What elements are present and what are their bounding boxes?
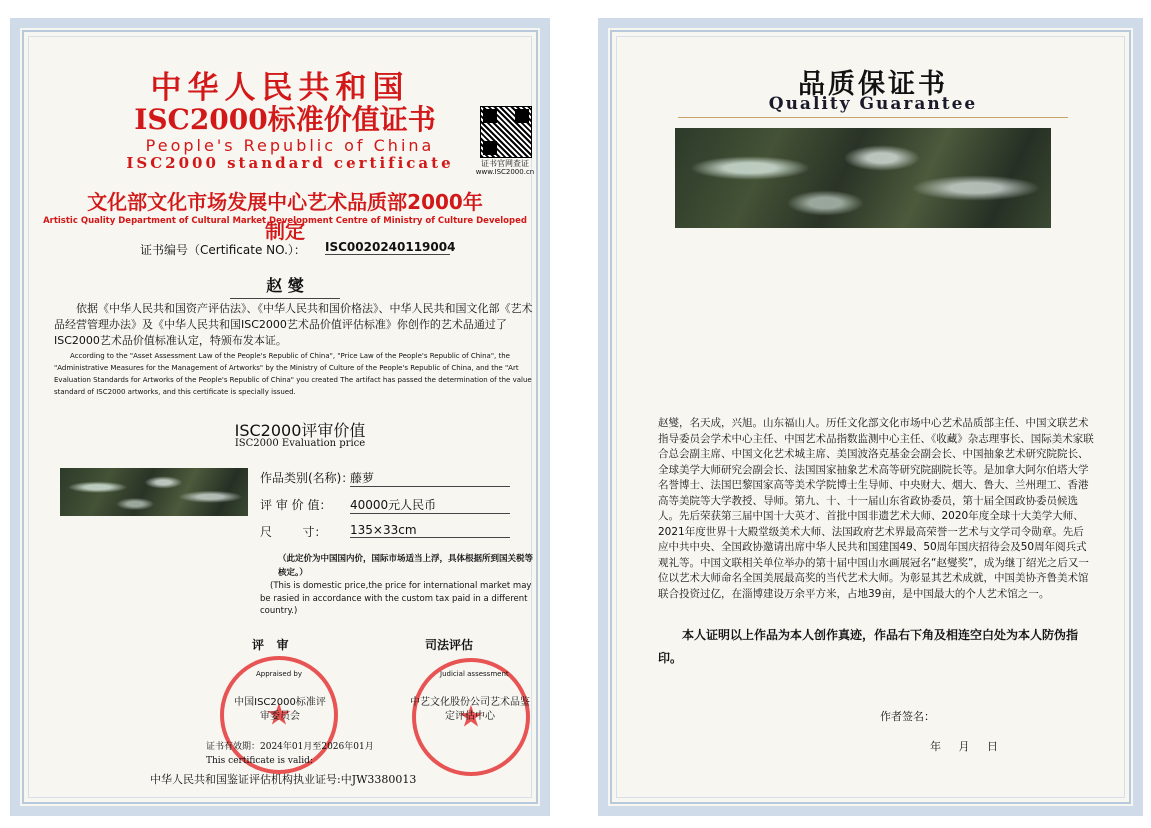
work-name: 藤萝 xyxy=(350,469,510,487)
quality-guarantee xyxy=(598,18,1143,816)
department-cn: 文化部文化市场发展中心艺术品质部2000年制定 xyxy=(87,190,483,243)
qr-caption-1: 证书官网查证 xyxy=(481,159,529,168)
note-en: (This is domestic price,the price for international market may be rasied in accordance with the custom tax paid in a different country.) xyxy=(260,581,532,616)
validity-en: This certificate is valid: xyxy=(206,756,313,766)
judicial-org: 中艺文化股份公司艺术品鉴定评估中心 xyxy=(410,697,530,722)
size-value: 135×33cm xyxy=(350,523,510,538)
license-number: 中华人民共和国鉴证评估机构执业证号:中JW3380013 xyxy=(150,773,417,786)
guarantee-title-en: Quality Guarantee xyxy=(768,94,978,114)
title-cn: 中华人民共和国 xyxy=(150,70,410,106)
department-en: Artistic Quality Department of Cultural Market Development Centre of Ministry of Culture Developed xyxy=(43,216,527,226)
review-org: 中国ISC2000标准评审委员会 xyxy=(234,697,326,722)
title-divider xyxy=(678,117,1068,118)
title-en-2: ISC2000 standard certificate xyxy=(126,154,454,172)
review-label: 评 审 xyxy=(252,638,289,652)
note-cn: （此定价为中国国内价，国际市场适当上浮，具体根据所到国关税等核定。） xyxy=(278,554,534,578)
appraised-by: Appraised by xyxy=(256,670,302,678)
artist-biography: 赵燮，名天成，兴旭。山东福山人。历任文化部文化市场中心艺术品质部主任、中国文联艺术指导委员会学术中心主任、中国艺术品指数监测中心主任、《收藏》杂志理事长、国际美术家联合总会副主席、中国文化艺术城主席、美国波洛克基金会副会长、中国抽象艺术研究院院长、全球美学大师研究会副会长、法国国家抽象艺术高等研究院副院长等。是加拿大阿尔伯塔大学名誉博士、法国巴黎国家高等美术学院博士生导师、中央财大、烟大、鲁大、兰州理工、香港高等美院等大学教授、导师。第九、十、十一届山东省政协委员，第十届全国政协委员候选人。先后荣获第三届中国十大英才、首批中国非遗艺术大师、2020年度全球十大美学大师、2021年度世界十大殿堂级美术大师、法国政府艺术界最高荣誉一艺术与文学司令勋章。先后应中共中央、全国政协邀请出席中华人民共和国建国49、50周年国庆招待会及50周年阅兵式观礼等。中国文联相关单位举办的第十届中国山水画展冠名“赵燮奖”，成为继丁绍光之后又一位以艺术大师命名全国美展最高奖的当代艺术大师。为彰显其艺术成就，中国美协齐鲁美术馆联合投资过亿，在淄博建设万余平方米，占地39亩，是中国最大的个人艺术馆之一。 xyxy=(658,417,1094,600)
qr-caption-2: www.ISC2000.cn xyxy=(475,168,535,176)
work-name-label: 作品类别(名称)： xyxy=(260,471,354,485)
guarantee-title-cn: 品质保证书 xyxy=(798,69,948,100)
cert-no-label: 证书编号（Certificate NO.）： xyxy=(140,243,306,257)
size-label: 尺 寸： xyxy=(260,525,327,539)
price-label: 评 审 价 值： xyxy=(260,498,332,512)
qr-code[interactable] xyxy=(480,106,532,158)
eval-title-en: ISC2000 Evaluation price xyxy=(234,438,366,449)
eval-title-cn: ISC2000评审价值 xyxy=(234,421,366,440)
price-value: 40000元人民币 xyxy=(350,496,510,514)
isc2000-certificate xyxy=(10,18,550,816)
date-line: 年 月 日 xyxy=(930,740,998,753)
author-signature-label[interactable]: 作者签名： xyxy=(880,710,935,723)
artwork-image xyxy=(675,128,1051,228)
artwork-thumbnail xyxy=(60,468,248,516)
cert-no: ISC0020240119004 xyxy=(325,240,456,254)
validity: 证书有效期：2024年01月至2026年01月 xyxy=(206,742,374,752)
holder-name: 赵 燮 xyxy=(230,273,340,299)
judicial-assessment: Judicial assessment xyxy=(440,670,509,678)
title-isc2000: ISC2000标准价值证书 xyxy=(134,103,436,136)
attestation: 本人证明以上作品为本人创作真迹，作品右下角及相连空白处为本人防伪指印。 xyxy=(658,628,1079,665)
basis-cn: 依据《中华人民共和国资产评估法》、《中华人民共和国价格法》、中华人民共和国文化部《艺术品经营管理办法》及《中华人民共和国ISC2000艺术品价值评估标准》你创作的艺术品通过了ISC2000艺术品价值标准认定，特颁布发本证。 xyxy=(54,302,533,347)
judicial-label: 司法评估 xyxy=(425,638,474,652)
title-en-1: People's Republic of China xyxy=(145,136,435,155)
basis-en: According to the "Asset Assessment Law of the People's Republic of China", "Price Law of the People's Republic of China", the "Administrative Measures for the Management of Artworks" by the Ministry of Culture of the People's Republic of China, and the "Art Evaluation Standards for Artworks of the People's Republic of China" you created The artifact has passed the determination of the value standard of ISC2000 artworks, and this certificate is specially issued. xyxy=(54,352,532,396)
